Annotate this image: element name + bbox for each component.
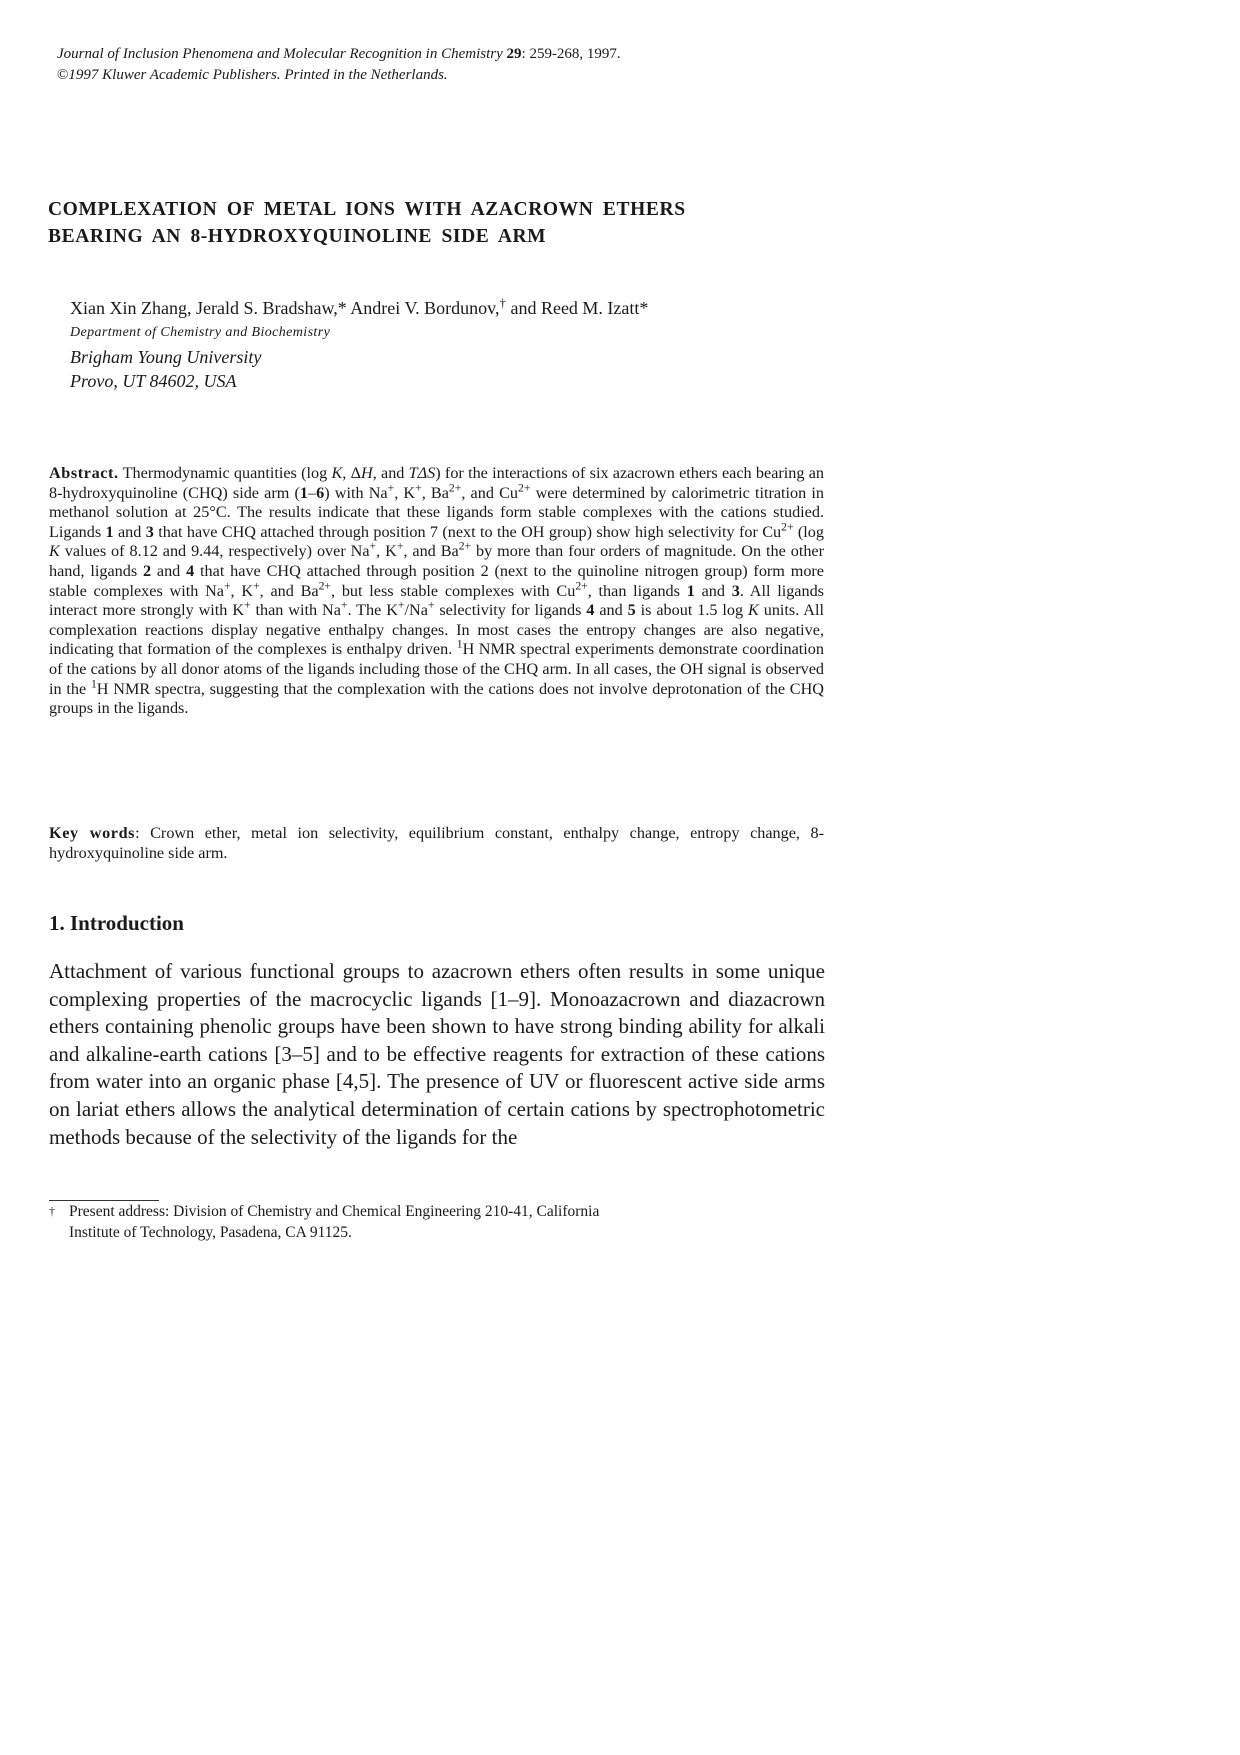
- introduction-paragraph: Attachment of various functional groups to azacrown ethers often results in some unique complexing properties of the macrocyclic ligands [1–9]. Monoazacrown and diazacrown ethers containing phenolic groups have been shown to have strong binding ability for alkali and alkaline-earth cations [3–5] and to be effective reagents for extraction of these cations from water into an organic phase [4,5]. The presence of UV or fluorescent active side arms on lariat ethers allows the analytical determination of certain cations by spectrophotometric methods because of the selectivity of the ligands for the: [49, 959, 825, 1149]
- copyright-text: 1997 Kluwer Academic Publishers. Printed in the Netherlands.: [68, 67, 448, 83]
- paper-title: [48, 196, 808, 250]
- abstract: Abstract. Thermodynamic quantities (log K, ΔH, and TΔS) for the interactions of six azacrown ethers each bearing an 8-hydroxyquinoline (CHQ) side arm (1–6) with Na+, K+, $Ba^{2+}$, and $Cu^{2+}$ were determined by calorimetric titration in methanol solution at 25°C. The results indicate that these ligands form stable complexes with the cations studied. Ligands 1 and 3 that have CHQ attached through position 7 (next to the OH group) show high selectivity for $Cu^{2+}$ (log K values of 8.12 and 9.44, respectively) over Na+, K+, and $Ba^{2+}$ by more than four orders of magnitude. On the other hand, ligands 2 and 4 that have CHQ attached through position 2 (next to the quinoline nitrogen group) form more stable complexes with Na+, K+, and $Ba^{2+}$, but less stable complexes with $Cu^{2+}$, than ligands 1 and 3. All ligands interact more strongly with K+ than with Na+. The K+/Na+ selectivity for ligands 4 and 5 is about 1.5 log K units. All complexation reactions display negative enthalpy changes. In most cases the entropy changes are also negative, indicating that formation of the complexes is enthalpy driven. $^1$H NMR spectral experiments demonstrate coordination of the cations by all donor atoms of the ligands including those of the CHQ arm. In all cases, the OH signal is observed in the $^1$H NMR spectra, suggesting that the complexation with the cations does not involve deprotonation of the CHQ groups in the ligands.: [49, 464, 824, 718]
- footnote: [49, 1201, 789, 1243]
- affiliation: [70, 321, 670, 393]
- university: Brigham Young University: [70, 347, 262, 367]
- address: Provo, UT 84602, USA: [70, 371, 237, 391]
- title-line-1: COMPLEXATION OF METAL IONS WITH AZACROWN ETHERS: [48, 199, 686, 220]
- journal-pages: 259-268, 1997.: [529, 46, 621, 62]
- footnote-text: Present address: Division of Chemistry and Chemical Engineering 210-41, California Institute of Technology, Pasadena, CA 91125.: [69, 1203, 600, 1241]
- copyright-line: [57, 65, 857, 86]
- abstract-label: Abstract.: [49, 464, 119, 482]
- section-heading-introduction: 1. Introduction: [49, 911, 184, 935]
- keywords-label: Key words: [49, 824, 136, 842]
- title-line-2: BEARING AN 8-HYDROXYQUINOLINE SIDE ARM: [48, 226, 547, 247]
- author-list: Xian Xin Zhang, Jerald S. Bradshaw,* Andrei V. Bordunov,† and Reed M. Izatt*: [70, 295, 649, 318]
- copyright-symbol: ©: [57, 67, 69, 83]
- keywords: Key words: Crown ether, metal ion selectivity, equilibrium constant, enthalpy change, entropy change, 8-hydroxyquinoline side arm.: [49, 824, 824, 862]
- journal-header: [57, 44, 857, 86]
- corresponding-mark: *: [639, 298, 649, 318]
- footnote-dagger-mark: †: [499, 295, 506, 310]
- journal-name: Journal of Inclusion Phenomena and Molecular Recognition in Chemistry: [57, 46, 503, 62]
- department: Department of Chemistry and Biochemistry: [70, 325, 331, 340]
- keywords-text: Crown ether, metal ion selectivity, equilibrium constant, enthalpy change, entropy change, 8-hydroxyquinoline side arm.: [49, 824, 824, 862]
- journal-citation: Journal of Inclusion Phenomena and Molecular Recognition in Chemistry 29: 259-268, 1997.: [57, 46, 621, 62]
- journal-volume: 29: [506, 46, 522, 62]
- corresponding-mark: *: [337, 298, 347, 318]
- footnote-dagger: †: [49, 1204, 55, 1218]
